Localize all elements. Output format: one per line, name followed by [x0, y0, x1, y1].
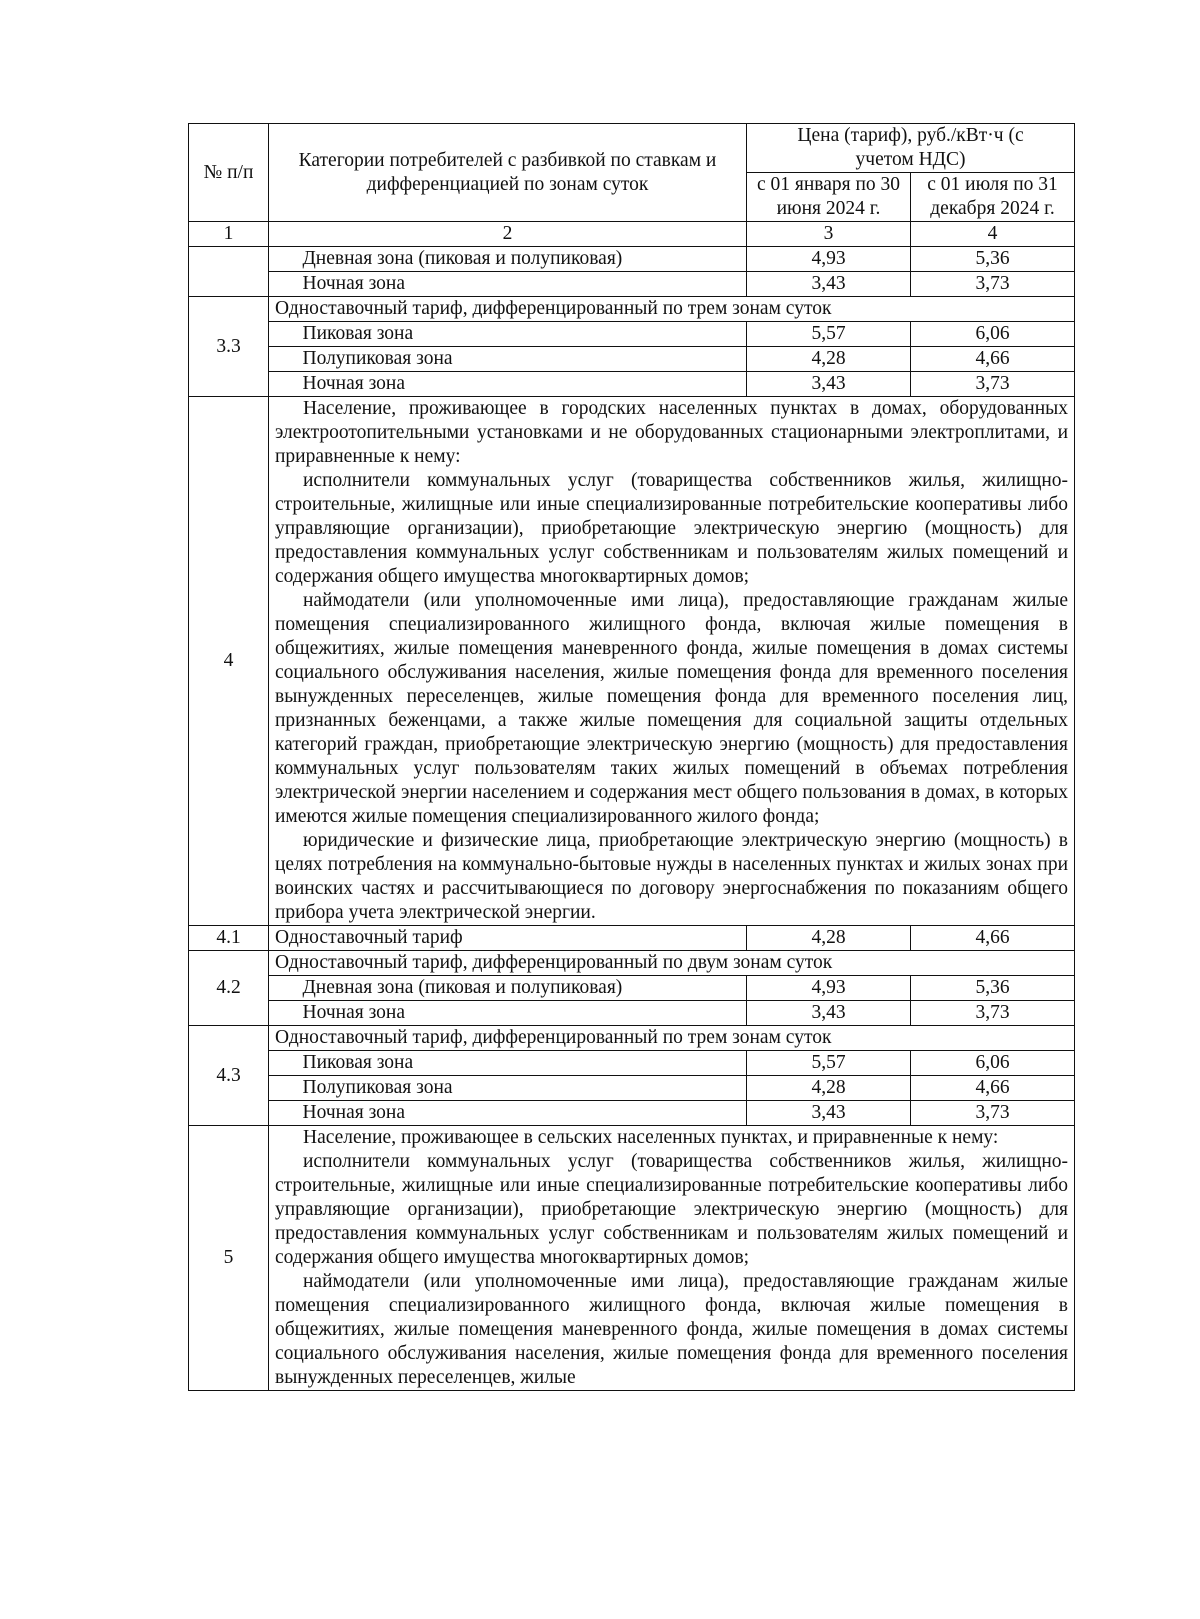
index-4: 4 [911, 222, 1075, 247]
header-period-1: с 01 января по 30 июня 2024 г. [747, 173, 911, 222]
paragraph: юридические и физические лица, приобретающие электрическую энергию (мощность) в целях потребления на коммунально-бытовые нужды в населенных пунктах и жилых зонах при воинских частях и рассчитывающиеся по договору энергоснабжения по показаниям общего прибора учета электрической энергии. [275, 830, 1069, 923]
value-cell: 4,66 [911, 1076, 1075, 1101]
index-1: 1 [189, 222, 269, 247]
value-cell: 3,43 [747, 1001, 911, 1026]
value-cell: 4,66 [911, 926, 1075, 951]
description-cell [269, 1126, 1075, 1391]
number-cell: 4.1 [189, 926, 269, 951]
header-number: № п/п [189, 124, 269, 222]
table-row [189, 272, 1075, 297]
table-row [189, 1001, 1075, 1026]
row-label: Дневная зона (пиковая и полупиковая) [297, 976, 747, 1001]
value-cell: 5,57 [747, 322, 911, 347]
table-row [189, 1126, 1075, 1391]
row-label: Дневная зона (пиковая и полупиковая) [297, 247, 747, 272]
value-cell: 3,73 [911, 272, 1075, 297]
number-cell: 4.2 [189, 951, 269, 1026]
paragraph: исполнители коммунальных услуг (товарищества собственников жилья, жилищно-строительные, жилищные или иные специализированные потребительские кооперативы либо управляющие организации), приобретающие электрическую энергию (мощность) для предоставления коммунальных услуг собственникам и пользователям жилых помещений и содержания общего имущества многоквартирных домов; [275, 470, 1069, 587]
value-cell: 4,93 [747, 976, 911, 1001]
table-row [189, 397, 1075, 926]
row-label: Пиковая зона [297, 1051, 747, 1076]
index-3: 3 [747, 222, 911, 247]
table-row [189, 347, 1075, 372]
number-cell: 3.3 [189, 297, 269, 397]
header-row [189, 124, 1075, 173]
tariff-table [188, 123, 1075, 1391]
table-row [189, 1026, 1075, 1051]
row-label: Ночная зона [297, 1001, 747, 1026]
header-category: Категории потребителей с разбивкой по ставкам и дифференциацией по зонам суток [269, 124, 747, 222]
value-cell: 6,06 [911, 322, 1075, 347]
row-label: Ночная зона [297, 372, 747, 397]
table-row [189, 976, 1075, 1001]
number-cell [189, 247, 269, 297]
value-cell: 3,43 [747, 272, 911, 297]
row-title: Одноставочный тариф, дифференцированный по двум зонам суток [269, 951, 1075, 976]
table-row [189, 951, 1075, 976]
row-label: Полупиковая зона [297, 1076, 747, 1101]
paragraph: наймодатели (или уполномоченные ими лица), предоставляющие гражданам жилые помещения специализированного жилищного фонда, включая жилые помещения в общежитиях, жилые помещения маневренного фонда, жилые помещения в домах системы социального обслуживания населения, жилые помещения фонда для временного поселения вынужденных переселенцев, жилые [275, 1271, 1069, 1388]
paragraph: Население, проживающее в городских населенных пунктах в домах, оборудованных электроотопительными установками и не оборудованных стационарными электроплитами, и приравненные к нему: [275, 398, 1069, 467]
table-row [189, 322, 1075, 347]
row-title: Одноставочный тариф, дифференцированный по трем зонам суток [269, 1026, 1075, 1051]
row-label: Ночная зона [297, 1101, 747, 1126]
row-label: Пиковая зона [297, 322, 747, 347]
row-title: Одноставочный тариф, дифференцированный по трем зонам суток [269, 297, 1075, 322]
value-cell: 4,28 [747, 1076, 911, 1101]
paragraph: наймодатели (или уполномоченные ими лица), предоставляющие гражданам жилые помещения специализированного жилищного фонда, включая жилые помещения в общежитиях, жилые помещения маневренного фонда, жилые помещения в домах системы социального обслуживания населения, жилые помещения фонда для временного поселения вынужденных переселенцев, жилые помещения фонда для временного поселения лиц, признанных беженцами, а также жилые помещения для социальной защиты отдельных категорий граждан, приобретающие электрическую энергию (мощность) для предоставления коммунальных услуг пользователям таких жилых помещений в объемах потребления электрической энергии населением и содержания мест общего пользования в домах, в которых имеются жилые помещения специализированного жилого фонда; [275, 590, 1069, 827]
value-cell: 4,93 [747, 247, 911, 272]
value-cell: 4,28 [747, 926, 911, 951]
table-row [189, 1051, 1075, 1076]
table-row [189, 297, 1075, 322]
table-row [189, 247, 1075, 272]
value-cell: 5,57 [747, 1051, 911, 1076]
header-price: Цена (тариф), руб./кВт·ч (с учетом НДС) [747, 124, 1075, 173]
row-label: Одноставочный тариф [269, 926, 747, 951]
table-row [189, 1101, 1075, 1126]
description-cell [269, 397, 1075, 926]
table-row [189, 372, 1075, 397]
paragraph: Население, проживающее в сельских населенных пунктах, и приравненные к нему: [303, 1127, 999, 1148]
value-cell: 5,36 [911, 247, 1075, 272]
value-cell: 3,73 [911, 372, 1075, 397]
number-cell: 5 [189, 1126, 269, 1391]
row-label: Ночная зона [297, 272, 747, 297]
number-cell: 4.3 [189, 1026, 269, 1126]
value-cell: 3,43 [747, 372, 911, 397]
value-cell: 4,28 [747, 347, 911, 372]
paragraph: исполнители коммунальных услуг (товарищества собственников жилья, жилищно-строительные, жилищные или иные специализированные потребительские кооперативы либо управляющие организации), приобретающие электрическую энергию (мощность) для предоставления коммунальных услуг собственникам и пользователям жилых помещений и содержания общего имущества многоквартирных домов; [275, 1151, 1069, 1268]
value-cell: 3,73 [911, 1001, 1075, 1026]
index-row [189, 222, 1075, 247]
value-cell: 3,43 [747, 1101, 911, 1126]
header-period-2: с 01 июля по 31 декабря 2024 г. [911, 173, 1075, 222]
value-cell: 3,73 [911, 1101, 1075, 1126]
table-row [189, 926, 1075, 951]
row-label: Полупиковая зона [297, 347, 747, 372]
value-cell: 4,66 [911, 347, 1075, 372]
value-cell: 6,06 [911, 1051, 1075, 1076]
number-cell: 4 [189, 397, 269, 926]
value-cell: 5,36 [911, 976, 1075, 1001]
table-row [189, 1076, 1075, 1101]
index-2: 2 [269, 222, 747, 247]
